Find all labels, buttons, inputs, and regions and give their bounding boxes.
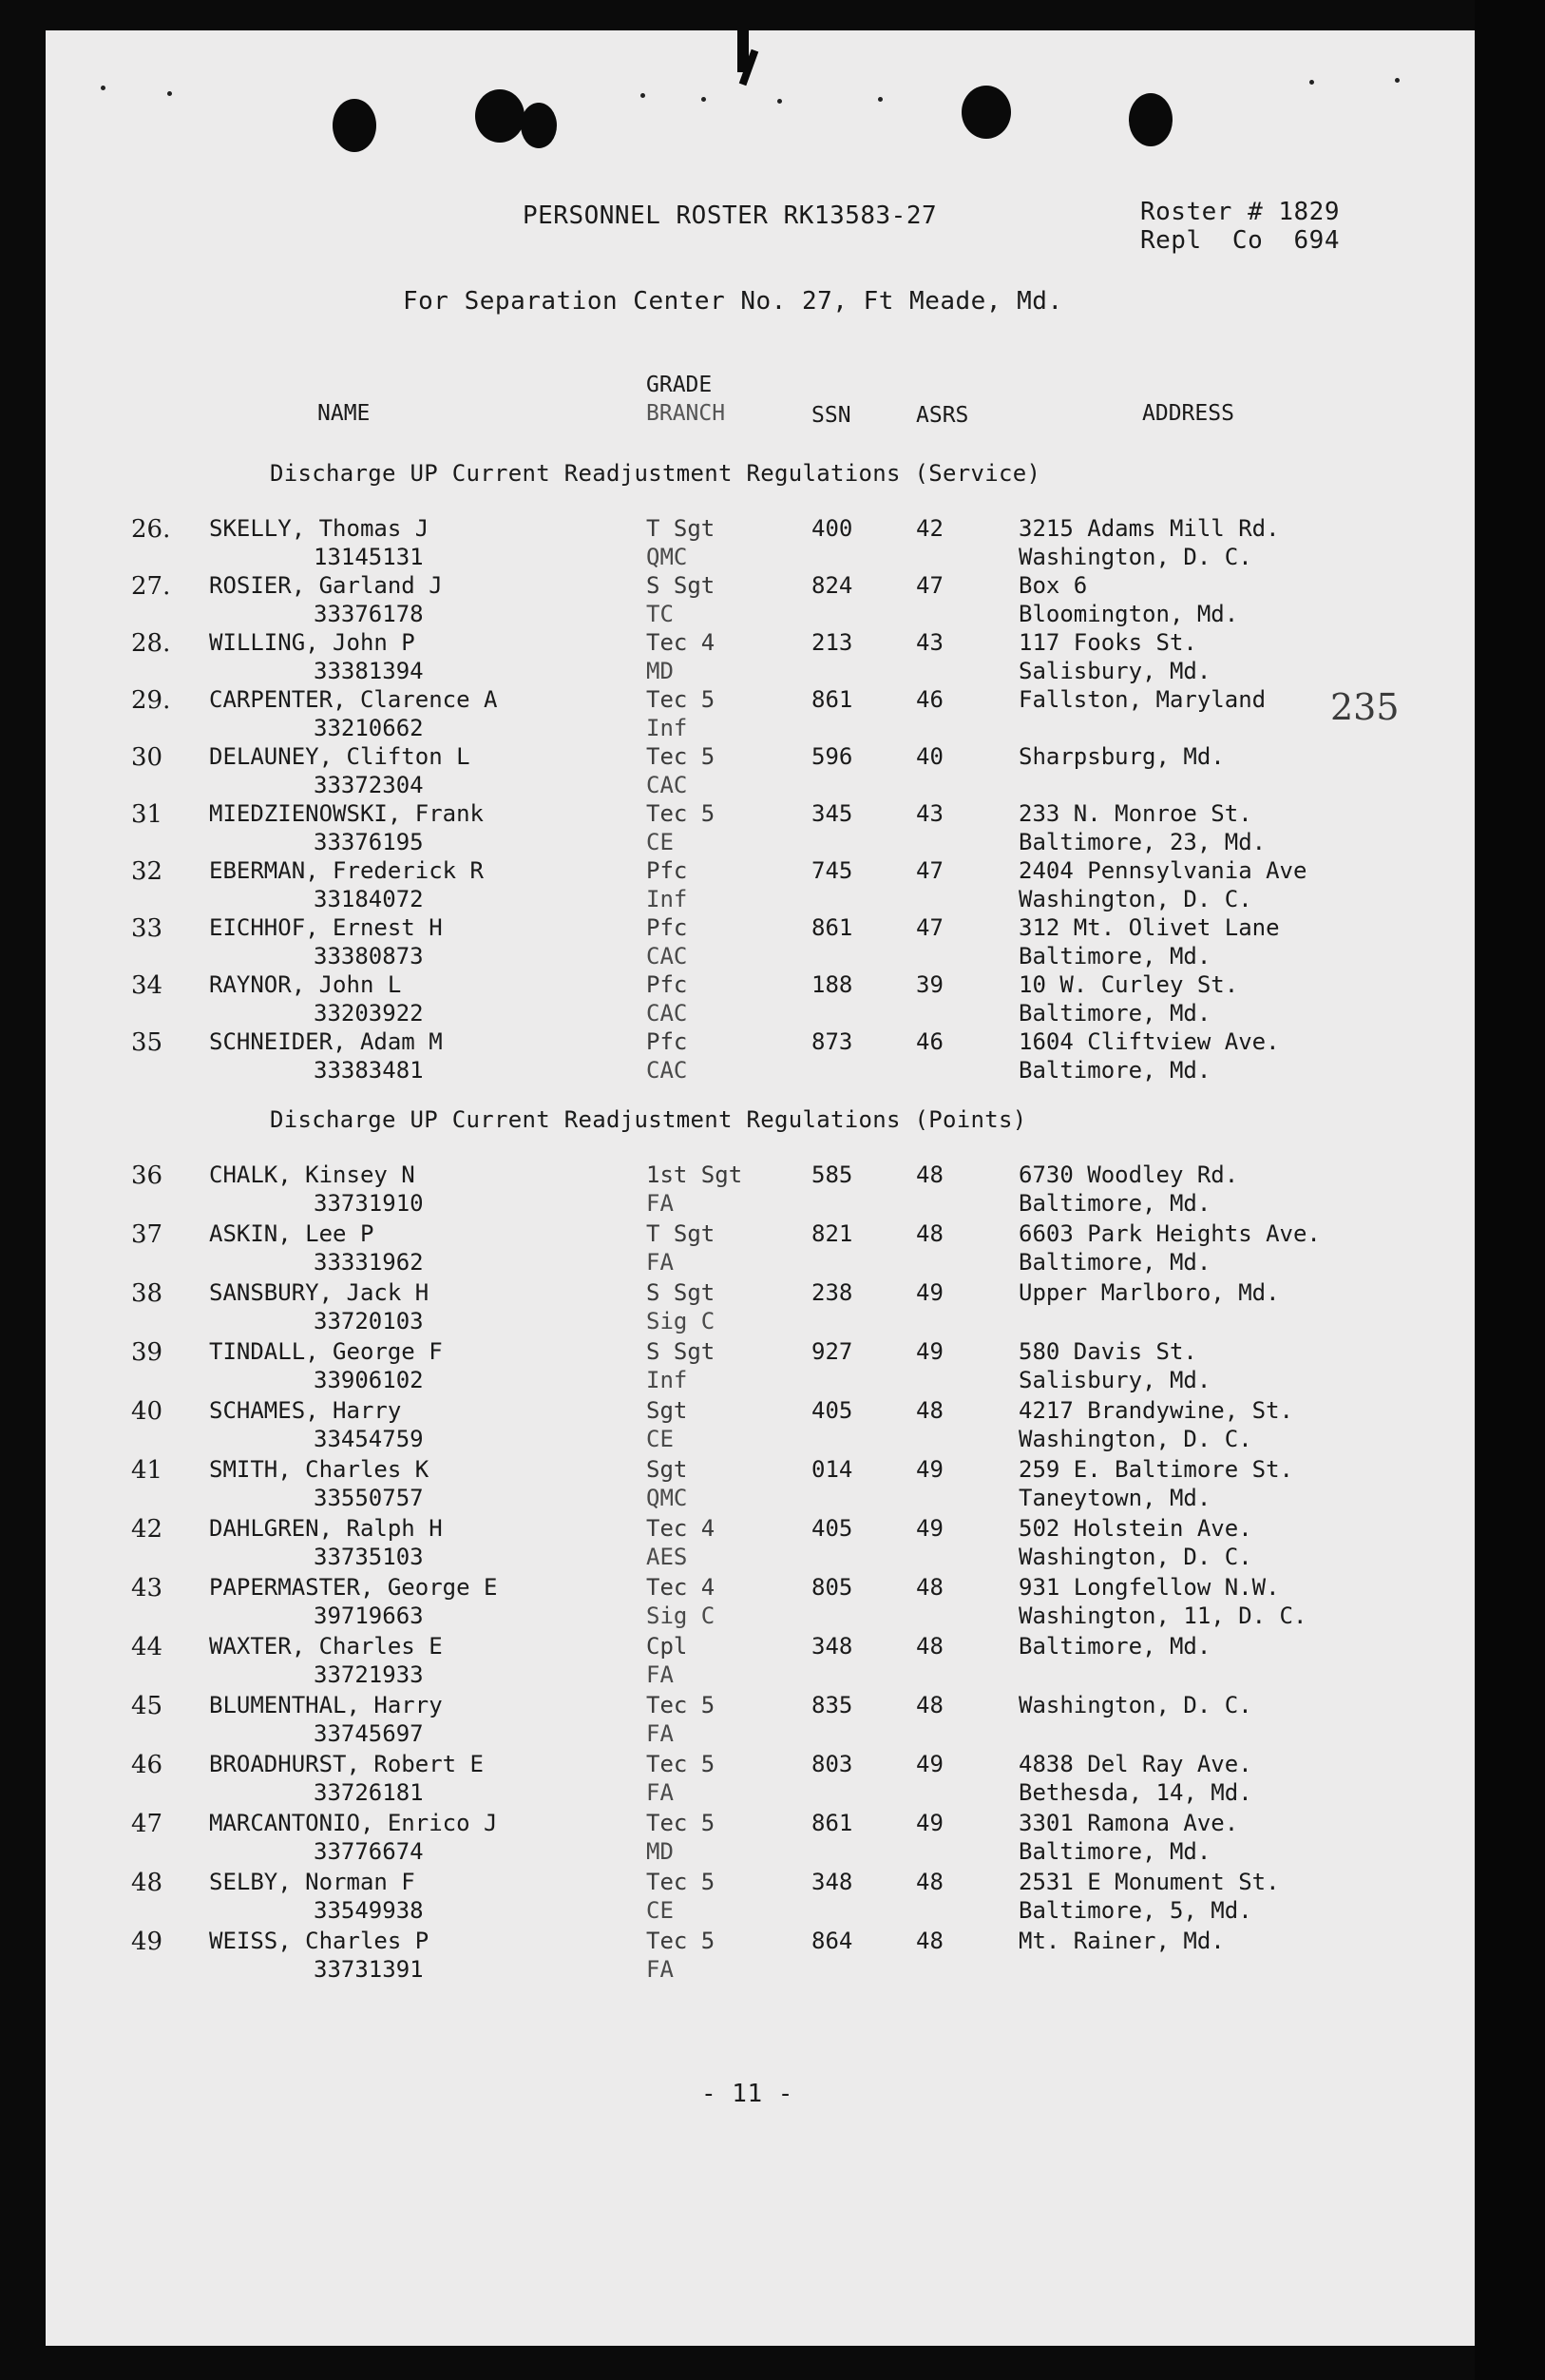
row-grade: Tec 5 (646, 743, 715, 770)
row-addr1: 4217 Brandywine, St. (1019, 1397, 1293, 1424)
row-addr2: Salisbury, Md. (1019, 1367, 1211, 1393)
column-header-asrs: ASRS (916, 403, 969, 428)
row-asrs: 46 (916, 1028, 944, 1055)
row-num: 41 (131, 1456, 163, 1485)
row-branch: MD (646, 1838, 674, 1865)
row-asrs: 47 (916, 572, 944, 599)
row-num: 36 (131, 1161, 163, 1190)
row-addr2: Baltimore, Md. (1019, 1057, 1211, 1084)
row-addr1: 6730 Woodley Rd. (1019, 1161, 1239, 1188)
row-ssn: 745 (811, 857, 853, 884)
table-row (46, 914, 1475, 973)
row-ssn: 585 (811, 1161, 853, 1188)
column-header-grade: GRADE (646, 373, 713, 397)
row-ssn: 861 (811, 1810, 853, 1836)
row-num: 26. (131, 515, 171, 544)
row-num: 32 (131, 857, 163, 886)
row-ssn: 405 (811, 1397, 853, 1424)
table-row (46, 1515, 1475, 1574)
table-row (46, 800, 1475, 859)
table-row (46, 743, 1475, 802)
row-name: DAHLGREN, Ralph H (209, 1515, 443, 1542)
row-serial: 33210662 (314, 715, 424, 741)
row-ssn: 835 (811, 1692, 853, 1718)
row-num: 35 (131, 1028, 163, 1057)
row-ssn: 861 (811, 686, 853, 713)
row-branch: AES (646, 1544, 688, 1570)
row-name: MIEDZIENOWSKI, Frank (209, 800, 484, 827)
table-row (46, 857, 1475, 916)
row-serial: 33184072 (314, 886, 424, 912)
row-grade: Tec 5 (646, 1928, 715, 1954)
row-branch: CAC (646, 1057, 688, 1084)
row-num: 47 (131, 1810, 163, 1838)
row-addr1: Upper Marlboro, Md. (1019, 1279, 1280, 1306)
row-num: 34 (131, 971, 163, 1000)
row-addr2: Baltimore, Md. (1019, 1190, 1211, 1217)
row-num: 28. (131, 629, 171, 658)
row-asrs: 48 (916, 1574, 944, 1601)
row-grade: Tec 5 (646, 686, 715, 713)
row-name: WEISS, Charles P (209, 1928, 429, 1954)
row-asrs: 48 (916, 1928, 944, 1954)
row-addr2: Baltimore, Md. (1019, 1838, 1211, 1865)
row-addr2: Taneytown, Md. (1019, 1485, 1211, 1511)
row-ssn: 824 (811, 572, 853, 599)
row-addr1: 2404 Pennsylvania Ave (1019, 857, 1307, 884)
row-grade: T Sgt (646, 1220, 715, 1247)
row-addr2: Baltimore, Md. (1019, 1249, 1211, 1276)
row-num: 49 (131, 1928, 163, 1956)
row-serial: 33731391 (314, 1956, 424, 1983)
row-name: SMITH, Charles K (209, 1456, 429, 1483)
row-serial: 33726181 (314, 1779, 424, 1806)
row-num: 27. (131, 572, 171, 601)
row-branch: Sig C (646, 1603, 715, 1629)
row-num: 33 (131, 914, 163, 943)
row-num: 48 (131, 1869, 163, 1897)
row-branch: CAC (646, 772, 688, 798)
row-ssn: 014 (811, 1456, 853, 1483)
row-grade: Tec 5 (646, 1751, 715, 1777)
row-addr1: Washington, D. C. (1019, 1692, 1252, 1718)
row-name: RAYNOR, John L (209, 971, 402, 998)
column-header-address: ADDRESS (1142, 401, 1234, 426)
table-row (46, 572, 1475, 631)
row-ssn: 864 (811, 1928, 853, 1954)
row-num: 40 (131, 1397, 163, 1426)
row-serial: 33372304 (314, 772, 424, 798)
row-addr2: Baltimore, 5, Md. (1019, 1897, 1252, 1924)
document-page (46, 30, 1475, 2346)
row-name: SKELLY, Thomas J (209, 515, 429, 542)
row-serial: 33376178 (314, 601, 424, 627)
row-addr1: 10 W. Curley St. (1019, 971, 1239, 998)
row-asrs: 48 (916, 1869, 944, 1895)
row-ssn: 873 (811, 1028, 853, 1055)
row-ssn: 805 (811, 1574, 853, 1601)
row-asrs: 46 (916, 686, 944, 713)
row-addr2: Baltimore, 23, Md. (1019, 829, 1267, 855)
row-name: SCHNEIDER, Adam M (209, 1028, 443, 1055)
row-asrs: 48 (916, 1161, 944, 1188)
row-num: 29. (131, 686, 171, 715)
row-addr1: 3301 Ramona Ave. (1019, 1810, 1239, 1836)
table-row (46, 1161, 1475, 1220)
table-row (46, 515, 1475, 574)
row-serial: 33203922 (314, 1000, 424, 1027)
section-heading-service: Discharge UP Current Readjustment Regulations (Service) (270, 460, 1041, 487)
table-row (46, 1692, 1475, 1751)
row-branch: Sig C (646, 1308, 715, 1334)
roster-number: Roster # 1829 (1140, 198, 1340, 226)
row-num: 43 (131, 1574, 163, 1603)
row-name: CARPENTER, Clarence A (209, 686, 498, 713)
row-grade: Sgt (646, 1397, 688, 1424)
table-row (46, 1810, 1475, 1869)
row-addr2: Bloomington, Md. (1019, 601, 1239, 627)
row-branch: CAC (646, 1000, 688, 1027)
table-row (46, 1869, 1475, 1928)
row-serial: 13145131 (314, 544, 424, 570)
row-addr2: Bethesda, 14, Md. (1019, 1779, 1252, 1806)
row-grade: Cpl (646, 1633, 688, 1660)
row-branch: FA (646, 1249, 674, 1276)
row-asrs: 49 (916, 1751, 944, 1777)
row-addr1: 233 N. Monroe St. (1019, 800, 1252, 827)
row-addr1: 117 Fooks St. (1019, 629, 1197, 656)
scan-border (1475, 0, 1545, 2380)
row-asrs: 39 (916, 971, 944, 998)
row-branch: Inf (646, 886, 688, 912)
table-row (46, 1397, 1475, 1456)
punch-hole (962, 86, 1011, 139)
row-ssn: 188 (811, 971, 853, 998)
row-addr1: Box 6 (1019, 572, 1088, 599)
punch-hole (1129, 93, 1173, 146)
row-addr1: 931 Longfellow N.W. (1019, 1574, 1280, 1601)
row-grade: Tec 4 (646, 1515, 715, 1542)
row-name: MARCANTONIO, Enrico J (209, 1810, 498, 1836)
table-row (46, 1751, 1475, 1810)
row-addr2: Washington, D. C. (1019, 1544, 1252, 1570)
row-asrs: 49 (916, 1279, 944, 1306)
row-grade: T Sgt (646, 515, 715, 542)
row-branch: MD (646, 658, 674, 684)
row-grade: Pfc (646, 914, 688, 941)
row-addr1: 502 Holstein Ave. (1019, 1515, 1252, 1542)
row-grade: Tec 5 (646, 800, 715, 827)
row-ssn: 803 (811, 1751, 853, 1777)
row-name: SANSBURY, Jack H (209, 1279, 429, 1306)
row-asrs: 49 (916, 1810, 944, 1836)
row-branch: FA (646, 1661, 674, 1688)
row-branch: CE (646, 1426, 674, 1452)
row-name: WILLING, John P (209, 629, 415, 656)
row-branch: FA (646, 1956, 674, 1983)
row-branch: FA (646, 1779, 674, 1806)
row-ssn: 345 (811, 800, 853, 827)
row-serial: 33776674 (314, 1838, 424, 1865)
row-grade: S Sgt (646, 1338, 715, 1365)
row-asrs: 47 (916, 857, 944, 884)
column-header-ssn: SSN (811, 403, 851, 428)
row-asrs: 48 (916, 1692, 944, 1718)
row-serial: 33381394 (314, 658, 424, 684)
row-ssn: 213 (811, 629, 853, 656)
row-name: WAXTER, Charles E (209, 1633, 443, 1660)
row-grade: Tec 5 (646, 1810, 715, 1836)
column-header-branch: BRANCH (646, 401, 726, 426)
row-grade: Tec 4 (646, 629, 715, 656)
row-ssn: 348 (811, 1633, 853, 1660)
roster-subtitle: For Separation Center No. 27, Ft Meade, Md. (403, 287, 1063, 316)
table-row (46, 1928, 1475, 1987)
row-serial: 33383481 (314, 1057, 424, 1084)
row-serial: 33735103 (314, 1544, 424, 1570)
row-num: 38 (131, 1279, 163, 1308)
row-branch: Inf (646, 715, 688, 741)
row-ssn: 927 (811, 1338, 853, 1365)
row-branch: TC (646, 601, 674, 627)
row-branch: CAC (646, 943, 688, 969)
row-addr2: Washington, 11, D. C. (1019, 1603, 1307, 1629)
row-name: BLUMENTHAL, Harry (209, 1692, 443, 1718)
row-ssn: 596 (811, 743, 853, 770)
row-name: ROSIER, Garland J (209, 572, 443, 599)
row-grade: Pfc (646, 1028, 688, 1055)
table-row (46, 1633, 1475, 1692)
column-header-name: NAME (317, 401, 371, 426)
row-serial: 33454759 (314, 1426, 424, 1452)
row-addr2: Salisbury, Md. (1019, 658, 1211, 684)
row-num: 45 (131, 1692, 163, 1720)
row-grade: 1st Sgt (646, 1161, 743, 1188)
row-serial: 33721933 (314, 1661, 424, 1688)
row-grade: Tec 5 (646, 1692, 715, 1718)
row-ssn: 348 (811, 1869, 853, 1895)
table-row (46, 1574, 1475, 1633)
row-addr1: 312 Mt. Olivet Lane (1019, 914, 1280, 941)
row-addr1: Baltimore, Md. (1019, 1633, 1211, 1660)
row-serial: 33380873 (314, 943, 424, 969)
page-number: - 11 - (701, 2080, 793, 2108)
row-name: PAPERMASTER, George E (209, 1574, 498, 1601)
row-addr2: Washington, D. C. (1019, 1426, 1252, 1452)
punch-hole (475, 89, 525, 143)
row-addr1: 259 E. Baltimore St. (1019, 1456, 1293, 1483)
row-serial: 33549938 (314, 1897, 424, 1924)
row-addr1: 6603 Park Heights Ave. (1019, 1220, 1321, 1247)
row-branch: QMC (646, 544, 688, 570)
row-num: 44 (131, 1633, 163, 1661)
row-name: SCHAMES, Harry (209, 1397, 402, 1424)
table-row (46, 1028, 1475, 1087)
row-addr1: 4838 Del Ray Ave. (1019, 1751, 1252, 1777)
row-name: EBERMAN, Frederick R (209, 857, 484, 884)
row-serial: 33331962 (314, 1249, 424, 1276)
row-addr1: Sharpsburg, Md. (1019, 743, 1225, 770)
row-name: SELBY, Norman F (209, 1869, 415, 1895)
row-grade: S Sgt (646, 572, 715, 599)
row-addr2: Baltimore, Md. (1019, 943, 1211, 969)
row-branch: Inf (646, 1367, 688, 1393)
row-num: 37 (131, 1220, 163, 1249)
row-name: BROADHURST, Robert E (209, 1751, 484, 1777)
row-serial: 33376195 (314, 829, 424, 855)
row-num: 46 (131, 1751, 163, 1779)
row-serial: 33731910 (314, 1190, 424, 1217)
row-serial: 33720103 (314, 1308, 424, 1334)
row-num: 42 (131, 1515, 163, 1544)
punch-hole (333, 99, 376, 152)
row-grade: S Sgt (646, 1279, 715, 1306)
row-ssn: 405 (811, 1515, 853, 1542)
row-name: EICHHOF, Ernest H (209, 914, 443, 941)
row-name: CHALK, Kinsey N (209, 1161, 415, 1188)
row-branch: FA (646, 1190, 674, 1217)
row-asrs: 42 (916, 515, 944, 542)
row-name: DELAUNEY, Clifton L (209, 743, 470, 770)
row-serial: 39719663 (314, 1603, 424, 1629)
row-addr1: 3215 Adams Mill Rd. (1019, 515, 1280, 542)
table-row (46, 1220, 1475, 1279)
row-num: 31 (131, 800, 163, 829)
row-ssn: 238 (811, 1279, 853, 1306)
table-row (46, 629, 1475, 688)
row-branch: CE (646, 829, 674, 855)
row-grade: Tec 4 (646, 1574, 715, 1601)
section-heading-points: Discharge UP Current Readjustment Regulations (Points) (270, 1106, 1027, 1133)
row-addr1: 2531 E Monument St. (1019, 1869, 1280, 1895)
row-addr1: Mt. Rainer, Md. (1019, 1928, 1225, 1954)
row-grade: Pfc (646, 971, 688, 998)
row-asrs: 48 (916, 1397, 944, 1424)
row-grade: Pfc (646, 857, 688, 884)
table-row (46, 1456, 1475, 1515)
row-branch: QMC (646, 1485, 688, 1511)
row-asrs: 43 (916, 629, 944, 656)
row-asrs: 43 (916, 800, 944, 827)
row-ssn: 400 (811, 515, 853, 542)
table-row (46, 971, 1475, 1030)
row-asrs: 49 (916, 1456, 944, 1483)
table-row (46, 1338, 1475, 1397)
row-addr1: Fallston, Maryland (1019, 686, 1267, 713)
row-num: 39 (131, 1338, 163, 1367)
row-asrs: 49 (916, 1515, 944, 1542)
row-serial: 33550757 (314, 1485, 424, 1511)
punch-hole (521, 103, 557, 148)
row-asrs: 47 (916, 914, 944, 941)
row-branch: CE (646, 1897, 674, 1924)
table-row (46, 686, 1475, 745)
row-asrs: 49 (916, 1338, 944, 1365)
row-asrs: 48 (916, 1633, 944, 1660)
roster-title: PERSONNEL ROSTER RK13583-27 (523, 202, 938, 230)
row-asrs: 48 (916, 1220, 944, 1247)
row-addr2: Baltimore, Md. (1019, 1000, 1211, 1027)
row-grade: Tec 5 (646, 1869, 715, 1895)
row-name: ASKIN, Lee P (209, 1220, 374, 1247)
row-ssn: 861 (811, 914, 853, 941)
repl-company: Repl Co 694 (1140, 226, 1340, 255)
row-addr2: Washington, D. C. (1019, 544, 1252, 570)
table-row (46, 1279, 1475, 1338)
row-num: 30 (131, 743, 163, 772)
row-ssn: 821 (811, 1220, 853, 1247)
row-addr1: 580 Davis St. (1019, 1338, 1197, 1365)
row-branch: FA (646, 1720, 674, 1747)
row-serial: 33906102 (314, 1367, 424, 1393)
row-grade: Sgt (646, 1456, 688, 1483)
row-serial: 33745697 (314, 1720, 424, 1747)
row-asrs: 40 (916, 743, 944, 770)
row-addr1: 1604 Cliftview Ave. (1019, 1028, 1280, 1055)
row-addr2: Washington, D. C. (1019, 886, 1252, 912)
row-name: TINDALL, George F (209, 1338, 443, 1365)
handwritten-annotation: 235 (1330, 686, 1400, 728)
